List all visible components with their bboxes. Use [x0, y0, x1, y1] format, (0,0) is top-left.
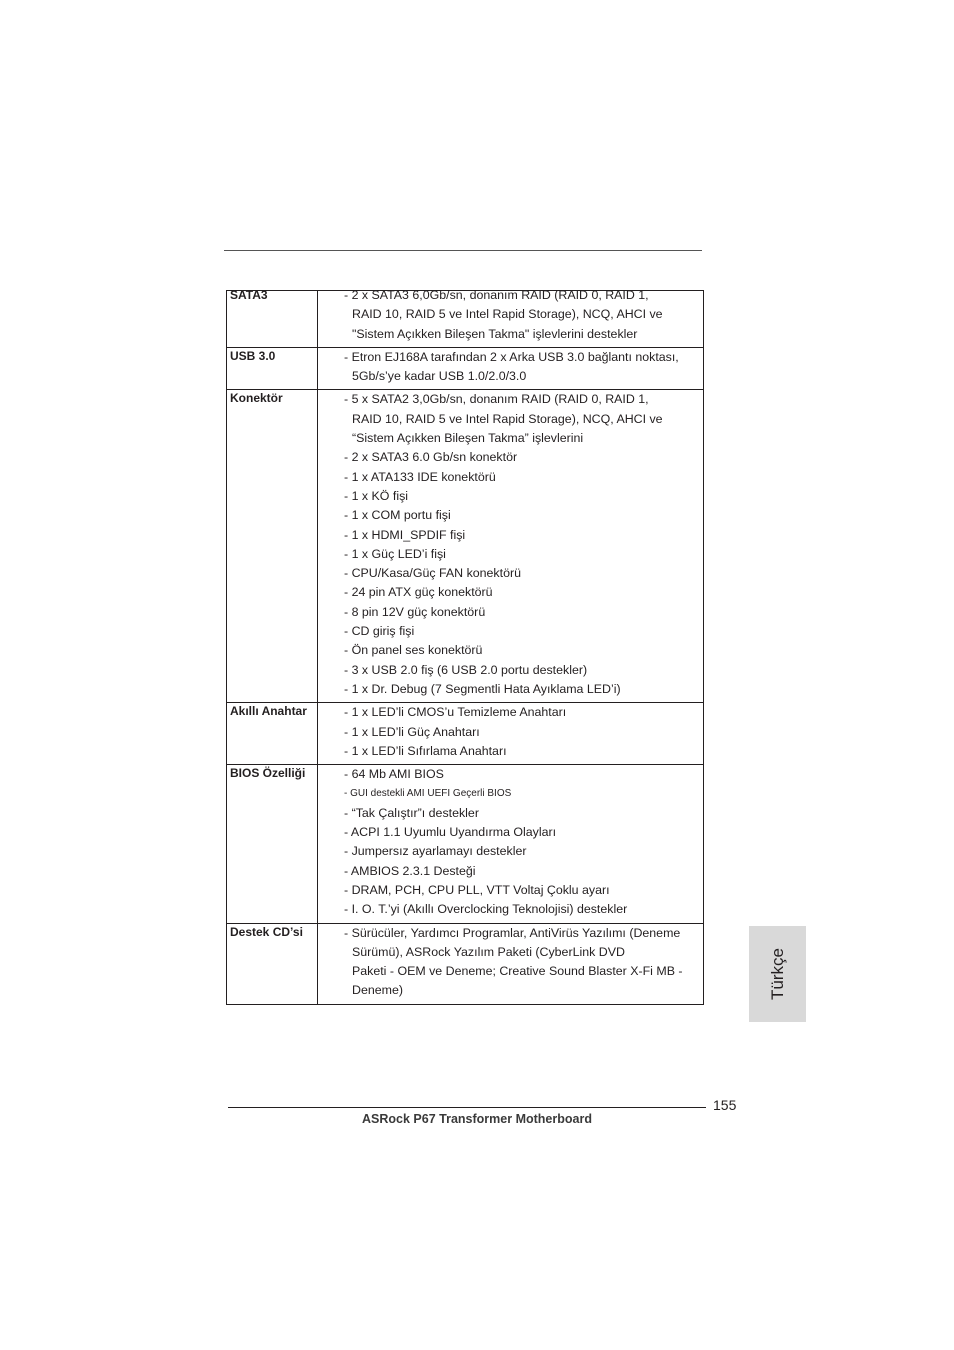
- spec-values: [318, 765, 704, 923]
- spec-label: SATA3: [227, 291, 318, 348]
- spec-line: - 2 x SATA3 6,0Gb/sn, donanım RAID (RAID 0, RAID 1,: [344, 288, 649, 302]
- spec-values: [318, 923, 704, 1004]
- spec-line: - 1 x LED’li Sıfırlama Anahtarı: [344, 743, 507, 758]
- spec-values: [318, 390, 704, 703]
- spec-table: [226, 290, 704, 1005]
- spec-line: - 1 x KÖ fişi: [344, 488, 409, 503]
- spec-label: Konektör: [227, 390, 318, 703]
- spec-label: BIOS Özelliği: [227, 765, 318, 923]
- spec-line: - 5 x SATA2 3,0Gb/sn, donanım RAID (RAID 0, RAID 1,: [344, 392, 649, 407]
- spec-line: RAID 10, RAID 5 ve Intel Rapid Storage), NCQ, AHCI ve: [352, 411, 663, 426]
- spec-line: - Sürücüler, Yardımcı Programlar, AntiVirüs Yazılımı (Deneme: [344, 925, 681, 940]
- top-rule: [224, 250, 702, 251]
- spec-values: [318, 347, 704, 390]
- footer-title: ASRock P67 Transformer Motherboard: [362, 1112, 592, 1126]
- language-tab: [749, 926, 806, 1022]
- spec-values: [318, 288, 704, 348]
- spec-line: - “Tak Çalıştır”ı destekler: [344, 805, 479, 820]
- spec-line: - 1 x LED’li CMOS’u Temizleme Anahtarı: [344, 705, 567, 720]
- spec-row: [227, 703, 704, 765]
- page-number: 155: [713, 1097, 737, 1113]
- spec-line: - DRAM, PCH, CPU PLL, VTT Voltaj Çoklu ayarı: [344, 882, 610, 897]
- spec-line: - 24 pin ATX güç konektörü: [344, 585, 493, 600]
- spec-label: Destek CD’si: [227, 923, 318, 1004]
- spec-line: - Ön panel ses konektörü: [344, 643, 483, 658]
- spec-line: 5Gb/s’ye kadar USB 1.0/2.0/3.0: [352, 369, 527, 384]
- spec-line: “Sistem Açıkken Bileşen Takma” işlevlerini: [352, 431, 584, 446]
- spec-line: - 1 x COM portu fişi: [344, 508, 451, 523]
- spec-line: - 3 x USB 2.0 fiş (6 USB 2.0 portu destekler): [344, 662, 588, 677]
- spec-line: - 1 x ATA133 IDE konektörü: [344, 469, 496, 484]
- spec-line: - 8 pin 12V güç konektörü: [344, 604, 486, 619]
- spec-line: - 1 x HDMI_SPDIF fişi: [344, 527, 466, 542]
- spec-line: - CPU/Kasa/Güç FAN konektörü: [344, 566, 521, 581]
- spec-line: - 1 x Güç LED’i fişi: [344, 546, 446, 561]
- spec-line: Deneme): [352, 983, 403, 998]
- spec-line: - CD giriş fişi: [344, 624, 415, 639]
- spec-line: - 1 x LED’li Güç Anahtarı: [344, 724, 480, 739]
- spec-line: - GUI destekli AMI UEFI Geçerli BIOS: [344, 788, 512, 800]
- spec-line: - Etron EJ168A tarafından 2 x Arka USB 3.0 bağlantı noktası,: [344, 349, 679, 364]
- spec-table-body: [227, 288, 704, 1005]
- spec-line: Paketi - OEM ve Deneme; Creative Sound Blaster X-Fi MB -: [352, 964, 683, 979]
- spec-line: "Sistem Açıkken Bileşen Takma" işlevlerini destekler: [352, 326, 638, 341]
- spec-row: [227, 291, 704, 348]
- spec-row: [227, 347, 704, 390]
- spec-line: - 2 x SATA3 6.0 Gb/sn konektör: [344, 450, 518, 465]
- spec-label: USB 3.0: [227, 347, 318, 390]
- spec-line: - Jumpersız ayarlamayı destekler: [344, 844, 527, 859]
- spec-line: - 1 x Dr. Debug (7 Segmentli Hata Ayıklama LED’i): [344, 681, 621, 696]
- spec-line: RAID 10, RAID 5 ve Intel Rapid Storage), NCQ, AHCI ve: [352, 307, 663, 322]
- spec-line: Sürümü), ASRock Yazılım Paketi (CyberLink DVD: [352, 944, 625, 959]
- spec-row: [227, 923, 704, 1004]
- spec-line: - 64 Mb AMI BIOS: [344, 767, 444, 782]
- spec-line: - AMBIOS 2.3.1 Desteği: [344, 863, 476, 878]
- bottom-rule: [228, 1107, 706, 1108]
- language-tab-label: Türkçe: [767, 948, 787, 1000]
- spec-row: [227, 765, 704, 923]
- spec-line: - ACPI 1.1 Uyumlu Uyandırma Olayları: [344, 825, 557, 840]
- spec-row: [227, 390, 704, 703]
- spec-values: [318, 703, 704, 765]
- spec-line: - I. O. T.’yi (Akıllı Overclocking Teknolojisi) destekler: [344, 902, 628, 917]
- spec-label: Akıllı Anahtar: [227, 703, 318, 765]
